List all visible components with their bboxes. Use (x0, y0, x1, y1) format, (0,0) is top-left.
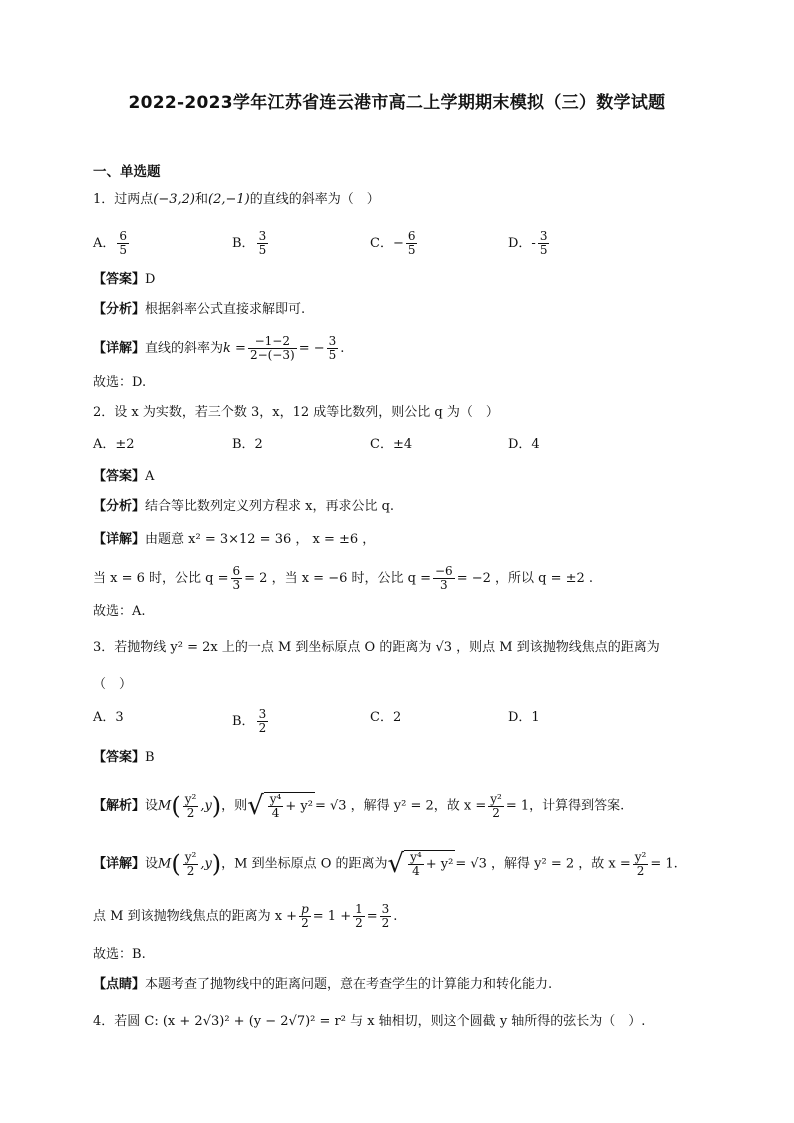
numerator: 6 (119, 229, 128, 243)
numerator: 6 (232, 564, 241, 578)
denominator: 5 (328, 348, 337, 362)
analysis-text: 结合等比数列定义列方程求 x，再求公比 q. (145, 499, 395, 514)
q1-point-2: (2,−1) (208, 192, 250, 207)
option-letter: D．- (508, 236, 536, 251)
denominator: 2 (633, 864, 649, 878)
numerator: 6 (407, 229, 416, 243)
question-1-stem (93, 190, 380, 210)
q2-choose (93, 602, 146, 622)
q1-stem-end: 的直线的斜率为（ ） (249, 192, 380, 207)
detail-text: 设 (145, 856, 159, 872)
detail-text: = (366, 909, 378, 924)
analysis-label: 【分析】 (93, 499, 146, 514)
analysis-label: 【解析】 (93, 798, 146, 814)
numerator: y² (184, 791, 197, 806)
detail-text: 由题意 x² = 3×12 = 36 ， x = ±6 ， (145, 532, 376, 547)
sqrt (388, 850, 456, 878)
paren: ) (211, 850, 222, 878)
choose-label: 故选： (93, 947, 133, 962)
q2-analysis (93, 497, 394, 517)
numerator: y² (490, 791, 502, 806)
analysis-text: = √3 ，解得 y² = 2，故 x = (314, 798, 487, 814)
section-heading: 一、单选题 (93, 164, 161, 180)
analysis-text: 设 (145, 798, 159, 814)
fraction (488, 793, 504, 820)
detail-text: ，M 到坐标原点 O 的距离为 (221, 856, 388, 872)
fraction (248, 335, 297, 362)
numerator: 3 (258, 229, 267, 243)
q2-option-c: C．±4 (370, 437, 413, 452)
option-letter: B． (232, 236, 255, 251)
fraction (380, 903, 392, 930)
numerator: 3 (328, 334, 337, 348)
numerator: 3 (381, 902, 390, 916)
fraction (327, 335, 339, 362)
denominator: 2 (183, 806, 199, 820)
q3-option-a: A．3 (93, 710, 124, 725)
q1-choose (93, 373, 146, 393)
q3-option-b (232, 708, 270, 735)
q2-detail-line-2 (93, 565, 593, 592)
q3-option-c: C．2 (370, 710, 402, 725)
sqrt (247, 792, 315, 820)
q2-answer (93, 467, 154, 487)
answer-label: 【答案】 (93, 272, 146, 287)
answer-value: D (145, 272, 156, 287)
detail-text: 当 x = 6 时，公比 q = (93, 571, 229, 586)
q1-option-b (232, 230, 270, 257)
fraction (406, 230, 418, 257)
comment-text: 本题考查了抛物线中的距离问题，意在考查学生的计算能力和转化能力. (145, 977, 553, 992)
fraction (353, 903, 365, 930)
choose-value: B. (132, 947, 146, 962)
detail-end: . (340, 341, 345, 356)
numerator: 3 (258, 707, 267, 721)
q2-option-b: B．2 (232, 437, 263, 452)
denominator: 2 (381, 916, 390, 930)
q3-detail-line-2 (93, 903, 397, 930)
option-letter: A． (93, 236, 116, 251)
detail-text: . (393, 909, 398, 924)
fraction (268, 793, 284, 820)
numerator: y⁴ (410, 850, 422, 864)
answer-label: 【答案】 (93, 469, 146, 484)
q3-detail (93, 850, 678, 878)
coord-y: ,y (200, 798, 212, 814)
point-m: M (158, 856, 172, 872)
radicand (404, 850, 455, 878)
analysis-text: = 1，计算得到答案. (505, 798, 625, 814)
detail-label: 【详解】 (93, 532, 146, 547)
denominator: 4 (408, 864, 424, 878)
denominator: 5 (539, 243, 548, 257)
question-3-stem-cont: （ ） (93, 677, 133, 692)
fraction (257, 708, 269, 735)
detail-text: = 1. (650, 856, 678, 872)
fraction (117, 230, 129, 257)
point-m: M (158, 798, 172, 814)
denominator: 3 (433, 578, 455, 592)
q1-answer (93, 270, 155, 290)
fraction (183, 851, 199, 878)
fraction (231, 565, 243, 592)
paren: ) (211, 792, 222, 820)
denominator: 2 (355, 916, 363, 930)
numerator: y² (634, 849, 647, 864)
analysis-label: 【分析】 (93, 302, 146, 317)
answer-value: A (145, 469, 155, 484)
fraction (433, 565, 455, 592)
page-title: 2022-2023学年江苏省连云港市高二上学期期末模拟（三）数学试题 (128, 93, 666, 113)
q3-option-d: D．1 (508, 710, 540, 725)
detail-text: = √3 ，解得 y² = 2 ，故 x = (455, 856, 631, 872)
denominator: 4 (268, 806, 284, 820)
radicand-rest: + y² (285, 799, 313, 814)
detail-text: = 1 + (312, 909, 352, 924)
q1-point-1: (−3,2) (153, 192, 195, 207)
q1-and: 和 (195, 192, 209, 207)
radical-sign: √ (387, 849, 405, 879)
question-2-stem: 2．设 x 为实数，若三个数 3，x，12 成等比数列，则公比 q 为（ ） (93, 405, 499, 420)
coord-y: ,y (200, 856, 212, 872)
detail-text: = −2 ，所以 q = ±2 . (456, 571, 594, 586)
paren: ( (171, 792, 181, 820)
choose-value: D. (132, 375, 147, 390)
numerator: y² (184, 849, 197, 864)
detail-text: = 2 ，当 x = −6 时，公比 q = (244, 571, 431, 586)
fraction (633, 851, 649, 878)
numerator: y⁴ (269, 792, 282, 806)
detail-text: 直线的斜率为 (145, 341, 224, 356)
fraction (408, 851, 424, 878)
answer-label: 【答案】 (93, 750, 146, 765)
detail-text: 点 M 到该抛物线焦点的距离为 x + (93, 909, 298, 924)
denominator: 5 (258, 243, 267, 257)
q3-answer (93, 748, 155, 768)
denominator: 2−(−3) (249, 348, 295, 362)
denominator: 2 (183, 864, 199, 878)
detail-label: 【详解】 (93, 341, 146, 356)
fraction (299, 903, 311, 930)
choose-value: A. (132, 604, 146, 619)
denominator: 2 (299, 916, 311, 930)
q2-option-a: A．±2 (93, 437, 135, 452)
numerator: −1−2 (254, 334, 290, 348)
detail-eq: = − (298, 341, 325, 356)
denominator: 5 (119, 243, 128, 257)
radical-sign: √ (247, 791, 264, 821)
q1-option-a (93, 230, 131, 257)
q1-option-d (508, 230, 551, 257)
option-letter: B． (232, 714, 255, 729)
q3-analysis (93, 792, 624, 820)
denominator: 2 (488, 806, 504, 820)
answer-value: B (145, 750, 155, 765)
numerator: 3 (539, 229, 548, 243)
comment-label: 【点睛】 (93, 977, 146, 992)
denominator: 3 (232, 578, 241, 592)
detail-k: k = (223, 341, 246, 356)
q3-choose (93, 945, 146, 965)
q2-detail (93, 530, 375, 550)
detail-label: 【详解】 (93, 856, 146, 872)
radicand-rest: + y² (425, 857, 454, 872)
denominator: 2 (258, 721, 267, 735)
numerator: −6 (434, 564, 453, 578)
question-3-stem: 3．若抛物线 y² = 2x 上的一点 M 到坐标原点 O 的距离为 √3 ，则点 M 到该抛物线焦点的距离为 (93, 640, 660, 655)
numerator: 1 (355, 902, 363, 916)
fraction (538, 230, 550, 257)
analysis-text: 根据斜率公式直接求解即可. (145, 302, 306, 317)
q2-option-d: D．4 (508, 437, 540, 452)
fraction (257, 230, 269, 257)
choose-label: 故选： (93, 604, 133, 619)
q3-comment (93, 975, 552, 995)
q1-option-c (370, 230, 419, 257)
option-letter: C．− (370, 236, 404, 251)
analysis-text: ，则 (221, 798, 248, 814)
choose-label: 故选： (93, 375, 133, 390)
q1-stem-text: 1．过两点 (93, 192, 154, 207)
numerator: p (301, 902, 309, 916)
paren: ( (171, 850, 181, 878)
denominator: 5 (407, 243, 416, 257)
fraction (183, 793, 199, 820)
question-4-stem: 4．若圆 C: (x + 2√3)² + (y − 2√7)² = r² 与 x 轴相切，则这个圆截 y 轴所得的弦长为（ ）. (93, 1014, 646, 1029)
q1-analysis (93, 300, 305, 320)
q1-detail (93, 335, 344, 362)
radicand (264, 792, 315, 820)
